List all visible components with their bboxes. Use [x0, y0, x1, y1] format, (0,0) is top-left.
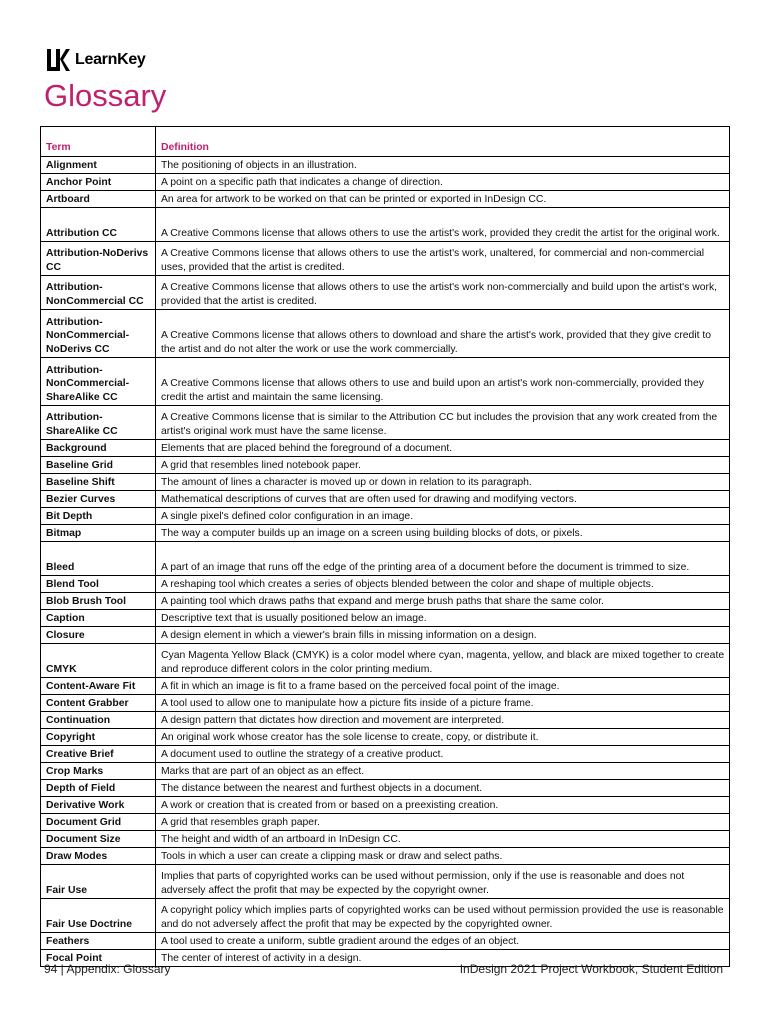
table-row [41, 848, 730, 865]
table-row [41, 814, 730, 831]
table-row [41, 899, 730, 933]
footer-page-label: 94 | Appendix: Glossary [44, 962, 171, 976]
table-row [41, 491, 730, 508]
glossary-definition: Marks that are part of an object as an effect. [156, 763, 730, 780]
glossary-definition: Cyan Magenta Yellow Black (CMYK) is a color model where cyan, magenta, yellow, and black are mixed together to create and reproduce different colors in the color printing medium. [156, 644, 730, 678]
glossary-term: Blend Tool [41, 576, 156, 593]
table-row [41, 865, 730, 899]
glossary-table [40, 126, 730, 967]
glossary-term: Content-Aware Fit [41, 678, 156, 695]
footer-book-title: InDesign 2021 Project Workbook, Student Edition [459, 962, 723, 976]
table-row [41, 678, 730, 695]
glossary-definition: A Creative Commons license that is similar to the Attribution CC but includes the provision that any work created from the artist's original work must have the same license. [156, 406, 730, 440]
lk-logo-icon [46, 48, 70, 72]
glossary-definition: A point on a specific path that indicates a change of direction. [156, 174, 730, 191]
glossary-term: Bleed [41, 542, 156, 576]
table-row [41, 644, 730, 678]
glossary-definition: A fit in which an image is fit to a frame based on the perceived focal point of the image. [156, 678, 730, 695]
glossary-definition: Descriptive text that is usually positioned below an image. [156, 610, 730, 627]
column-header-term: Term [41, 127, 156, 157]
table-row [41, 457, 730, 474]
logo-text: LearnKey [75, 51, 146, 68]
glossary-definition: The height and width of an artboard in InDesign CC. [156, 831, 730, 848]
table-row [41, 310, 730, 358]
glossary-definition: A Creative Commons license that allows others to use the artist's work, unaltered, for commercial and non-commercial uses, provided that the artist is credited. [156, 242, 730, 276]
glossary-term: Bezier Curves [41, 491, 156, 508]
glossary-definition: A design element in which a viewer's brain fills in missing information on a design. [156, 627, 730, 644]
glossary-term: Caption [41, 610, 156, 627]
glossary-term: Baseline Grid [41, 457, 156, 474]
glossary-term: Creative Brief [41, 746, 156, 763]
table-row [41, 157, 730, 174]
glossary-definition: An area for artwork to be worked on that can be printed or exported in InDesign CC. [156, 191, 730, 208]
glossary-term: Document Size [41, 831, 156, 848]
glossary-definition: Tools in which a user can create a clipping mask or draw and select paths. [156, 848, 730, 865]
glossary-term: Content Grabber [41, 695, 156, 712]
table-row [41, 174, 730, 191]
glossary-term: Attribution-NonCommercial CC [41, 276, 156, 310]
glossary-definition: A design pattern that dictates how direction and movement are interpreted. [156, 712, 730, 729]
table-row [41, 208, 730, 242]
table-row [41, 358, 730, 406]
glossary-definition: A Creative Commons license that allows others to use and build upon an artist's work non-commercially, provided they credit the artist and maintain the same licensing. [156, 358, 730, 406]
glossary-definition: A Creative Commons license that allows others to use the artist's work, provided they credit the artist for the original work. [156, 208, 730, 242]
glossary-definition: The center of interest of activity in a design. [156, 950, 730, 967]
glossary-term: Continuation [41, 712, 156, 729]
glossary-term: Attribution-NonCommercial-ShareAlike CC [41, 358, 156, 406]
glossary-definition: Mathematical descriptions of curves that are often used for drawing and modifying vectors. [156, 491, 730, 508]
table-row [41, 525, 730, 542]
glossary-definition: A reshaping tool which creates a series of objects blended between the color and shape of multiple objects. [156, 576, 730, 593]
glossary-definition: The way a computer builds up an image on a screen using building blocks of dots, or pixels. [156, 525, 730, 542]
page-title: Glossary [44, 78, 167, 113]
table-row [41, 712, 730, 729]
table-row [41, 542, 730, 576]
glossary-body [41, 157, 730, 967]
glossary-term: Fair Use [41, 865, 156, 899]
glossary-term: Fair Use Doctrine [41, 899, 156, 933]
glossary-definition: A painting tool which draws paths that expand and merge brush paths that share the same color. [156, 593, 730, 610]
glossary-definition: The distance between the nearest and furthest objects in a document. [156, 780, 730, 797]
glossary-definition: A single pixel's defined color configuration in an image. [156, 508, 730, 525]
glossary-definition: A grid that resembles lined notebook paper. [156, 457, 730, 474]
glossary-term: Derivative Work [41, 797, 156, 814]
table-row [41, 276, 730, 310]
table-row [41, 576, 730, 593]
table-row [41, 508, 730, 525]
glossary-definition: Elements that are placed behind the foreground of a document. [156, 440, 730, 457]
glossary-term: Attribution-NoDerivs CC [41, 242, 156, 276]
glossary-definition: The positioning of objects in an illustration. [156, 157, 730, 174]
table-header-row [41, 127, 730, 157]
column-header-definition: Definition [156, 127, 730, 157]
glossary-definition: A tool used to create a uniform, subtle gradient around the edges of an object. [156, 933, 730, 950]
glossary-definition: A tool used to allow one to manipulate how a picture fits inside of a picture frame. [156, 695, 730, 712]
table-row [41, 763, 730, 780]
glossary-definition: A grid that resembles graph paper. [156, 814, 730, 831]
table-row [41, 797, 730, 814]
learnkey-logo [46, 48, 146, 72]
table-row [41, 746, 730, 763]
table-row [41, 695, 730, 712]
table-row [41, 831, 730, 848]
glossary-term: Background [41, 440, 156, 457]
glossary-term: Copyright [41, 729, 156, 746]
glossary-definition: The amount of lines a character is moved up or down in relation to its paragraph. [156, 474, 730, 491]
table-row [41, 780, 730, 797]
glossary-definition: Implies that parts of copyrighted works can be used without permission, only if the use is reasonable and does not adversely affect the profit that may be expected by the copyright owner. [156, 865, 730, 899]
table-row [41, 440, 730, 457]
glossary-term: Bitmap [41, 525, 156, 542]
table-row [41, 933, 730, 950]
glossary-term: Attribution-NonCommercial-NoDerivs CC [41, 310, 156, 358]
glossary-term: Document Grid [41, 814, 156, 831]
glossary-term: Closure [41, 627, 156, 644]
glossary-term: Depth of Field [41, 780, 156, 797]
table-row [41, 242, 730, 276]
glossary-term: Crop Marks [41, 763, 156, 780]
glossary-term: Focal Point [41, 950, 156, 967]
table-row [41, 729, 730, 746]
glossary-term: Attribution CC [41, 208, 156, 242]
glossary-term: CMYK [41, 644, 156, 678]
table-row [41, 474, 730, 491]
glossary-term: Draw Modes [41, 848, 156, 865]
glossary-definition: A Creative Commons license that allows others to download and share the artist's work, provided that they give credit to the artist and do not alter the work or use the work commercially. [156, 310, 730, 358]
glossary-term: Blob Brush Tool [41, 593, 156, 610]
glossary-term: Alignment [41, 157, 156, 174]
glossary-term: Attribution-ShareAlike CC [41, 406, 156, 440]
glossary-definition: A part of an image that runs off the edge of the printing area of a document before the document is trimmed to size. [156, 542, 730, 576]
table-row [41, 191, 730, 208]
glossary-term: Bit Depth [41, 508, 156, 525]
glossary-term: Baseline Shift [41, 474, 156, 491]
glossary-definition: A document used to outline the strategy of a creative product. [156, 746, 730, 763]
table-row [41, 406, 730, 440]
glossary-definition: A work or creation that is created from or based on a preexisting creation. [156, 797, 730, 814]
table-row [41, 627, 730, 644]
glossary-term: Feathers [41, 933, 156, 950]
glossary-term: Artboard [41, 191, 156, 208]
glossary-definition: An original work whose creator has the sole license to create, copy, or distribute it. [156, 729, 730, 746]
glossary-definition: A Creative Commons license that allows others to use the artist's work non-commercially and build upon the artist's work, provided that the artist is credited. [156, 276, 730, 310]
table-row [41, 610, 730, 627]
table-row [41, 593, 730, 610]
glossary-term: Anchor Point [41, 174, 156, 191]
glossary-definition: A copyright policy which implies parts of copyrighted works can be used without permission provided the use is reasonable and do not adversely affect the profit that may be expected by the copyrighted owner. [156, 899, 730, 933]
